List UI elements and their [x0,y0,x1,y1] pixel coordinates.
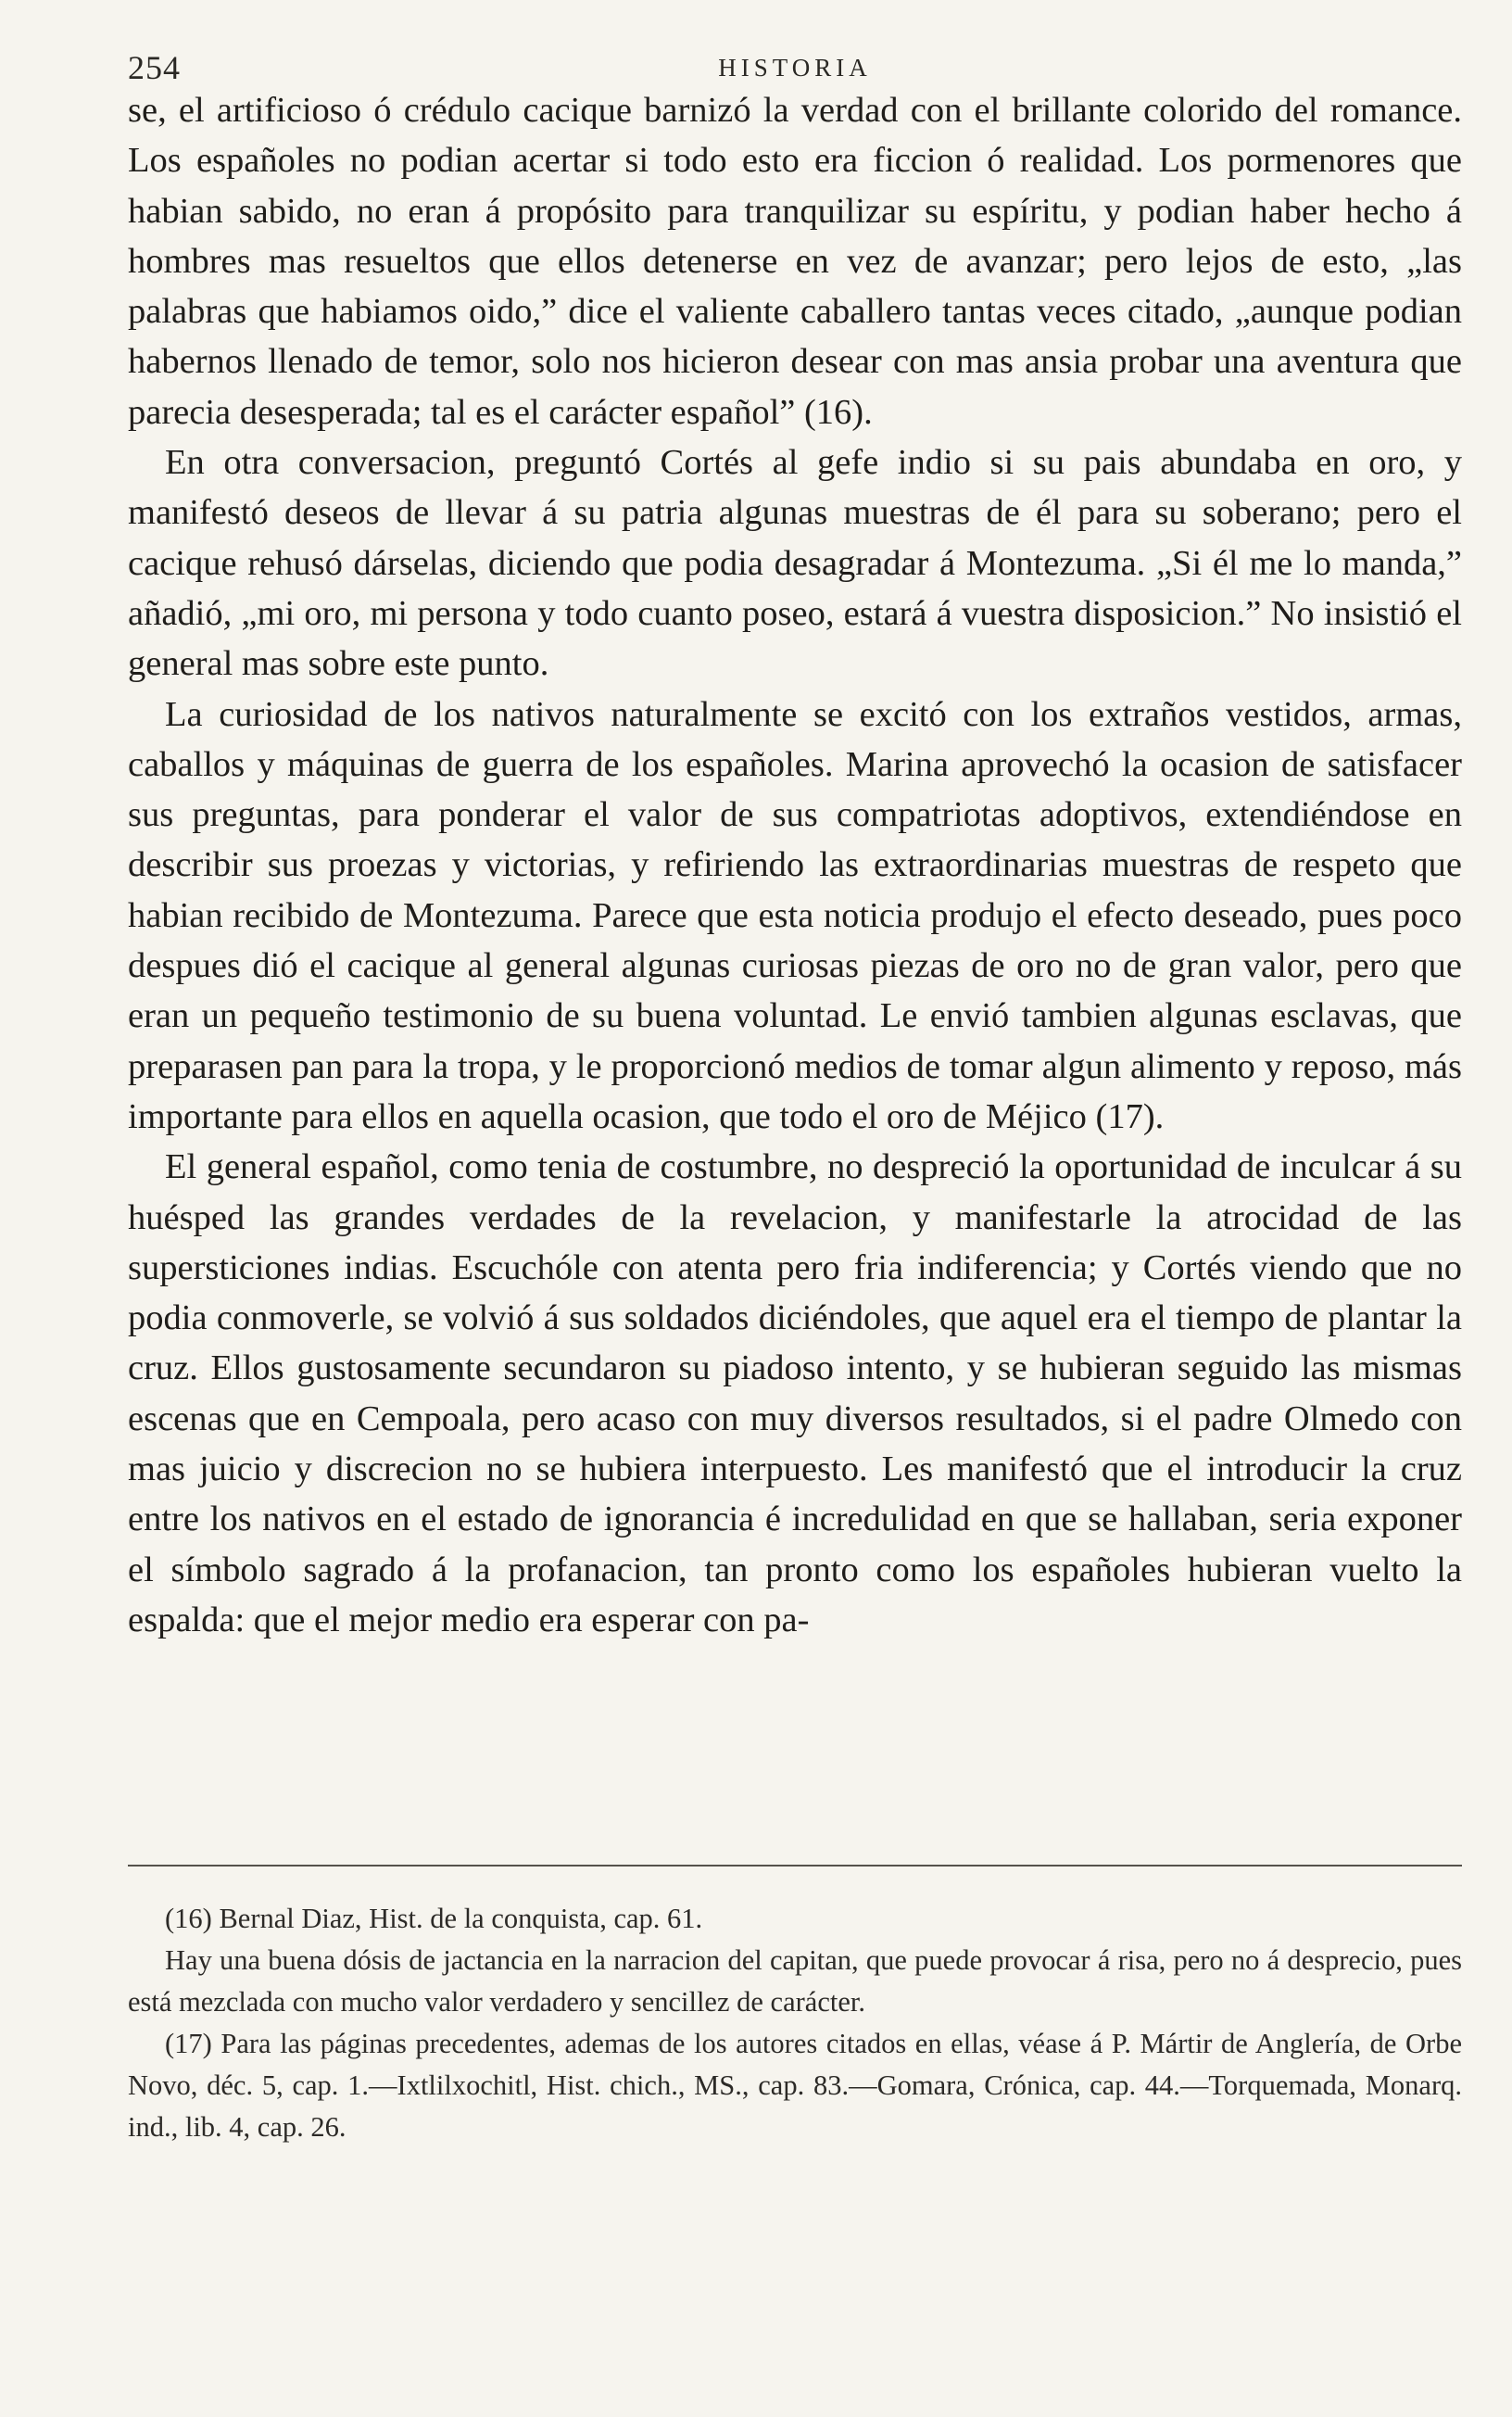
footnote: Hay una buena dósis de jactancia en la narracion del capitan, que puede provocar á risa, pero no á desprecio, pues está mezclada con mucho valor verdadero y sencillez de carácter. [128,1944,1462,2018]
footnote: (16) Bernal Diaz, Hist. de la conquista, cap. 61. [165,1903,703,1934]
footnotes [128,1898,1462,2148]
body-text [128,85,1462,1645]
running-head: HISTORIA [718,54,872,82]
footnote-divider [128,1865,1462,1867]
body-paragraph: En otra conversacion, preguntó Cortés al gefe indio si su pais abundaba en oro, y manifestó deseos de llevar á su patria algunas muestras de él para su soberano; pero el cacique rehusó dárselas, diciendo que podia desagradar á Montezuma. „Si él me lo manda,” añadió, „mi oro, mi persona y todo cuanto poseo, estará á vuestra disposicion.” No insistió el general mas sobre este punto. [128,443,1462,684]
footnote: (17) Para las páginas precedentes, ademas de los autores citados en ellas, véase á P. Mártir de Anglería, de Orbe Novo, déc. 5, cap. 1.—Ixtlilxochitl, Hist. chich., MS., cap. 83.—Gomara, Crónica, cap. 44.—Torquemada, Monarq. ind., lib. 4, cap. 26. [128,2028,1462,2143]
body-paragraph: se, el artificioso ó crédulo cacique barnizó la verdad con el brillante colorido del romance. Los españoles no podian acertar si todo esto era ficcion ó realidad. Los pormenores que habian sabido, no eran á propósito para tranquilizar su espíritu, y podian haber hecho á hombres mas resueltos que ellos detenerse en vez de avanzar; pero lejos de esto, „las palabras que habiamos oido,” dice el valiente caballero tantas veces citado, „aunque podian habernos llenado de temor, solo nos hicieron desear con mas ansia probar una aventura que parecia desesperada; tal es el carácter español” (16). [128,91,1462,432]
body-paragraph: La curiosidad de los nativos naturalmente se excitó con los extraños vestidos, armas, caballos y máquinas de guerra de los españoles. Marina aprovechó la ocasion de satisfacer sus preguntas, para ponderar el valor de sus compatriotas adoptivos, extendiéndose en describir sus proezas y victorias, y refiriendo las extraordinarias muestras de respeto que habian recibido de Montezuma. Parece que esta noticia produjo el efecto deseado, pues poco despues dió el cacique al general algunas curiosas piezas de oro no de gran valor, pero que eran un pequeño testimonio de su buena voluntad. Le envió tambien algunas esclavas, que preparasen pan para la tropa, y le proporcionó medios de tomar algun alimento y reposo, más importante para ellos en aquella ocasion, que todo el oro de Méjico (17). [128,694,1462,1136]
page-number: 254 [128,49,181,86]
body-paragraph: El general español, como tenia de costumbre, no despreció la oportunidad de inculcar á su huésped las grandes verdades de la revelacion, y manifestarle la atrocidad de las supersticiones indias. Escuchóle con atenta pero fria indiferencia; y Cortés viendo que no podia conmoverle, se volvió á sus soldados diciéndoles, que aquel era el tiempo de plantar la cruz. Ellos gustosamente secundaron su piadoso intento, y se hubieran seguido las mismas escenas que en Cempoala, pero acaso con muy diversos resultados, si el padre Olmedo con mas juicio y discrecion no se hubiera interpuesto. Les manifestó que el introducir la cruz entre los nativos en el estado de ignorancia é incredulidad en que se hallaban, seria exponer el símbolo sagrado á la profanacion, tan pronto como los españoles hubieran vuelto la espalda: que el mejor medio era esperar con pa- [128,1147,1462,1639]
